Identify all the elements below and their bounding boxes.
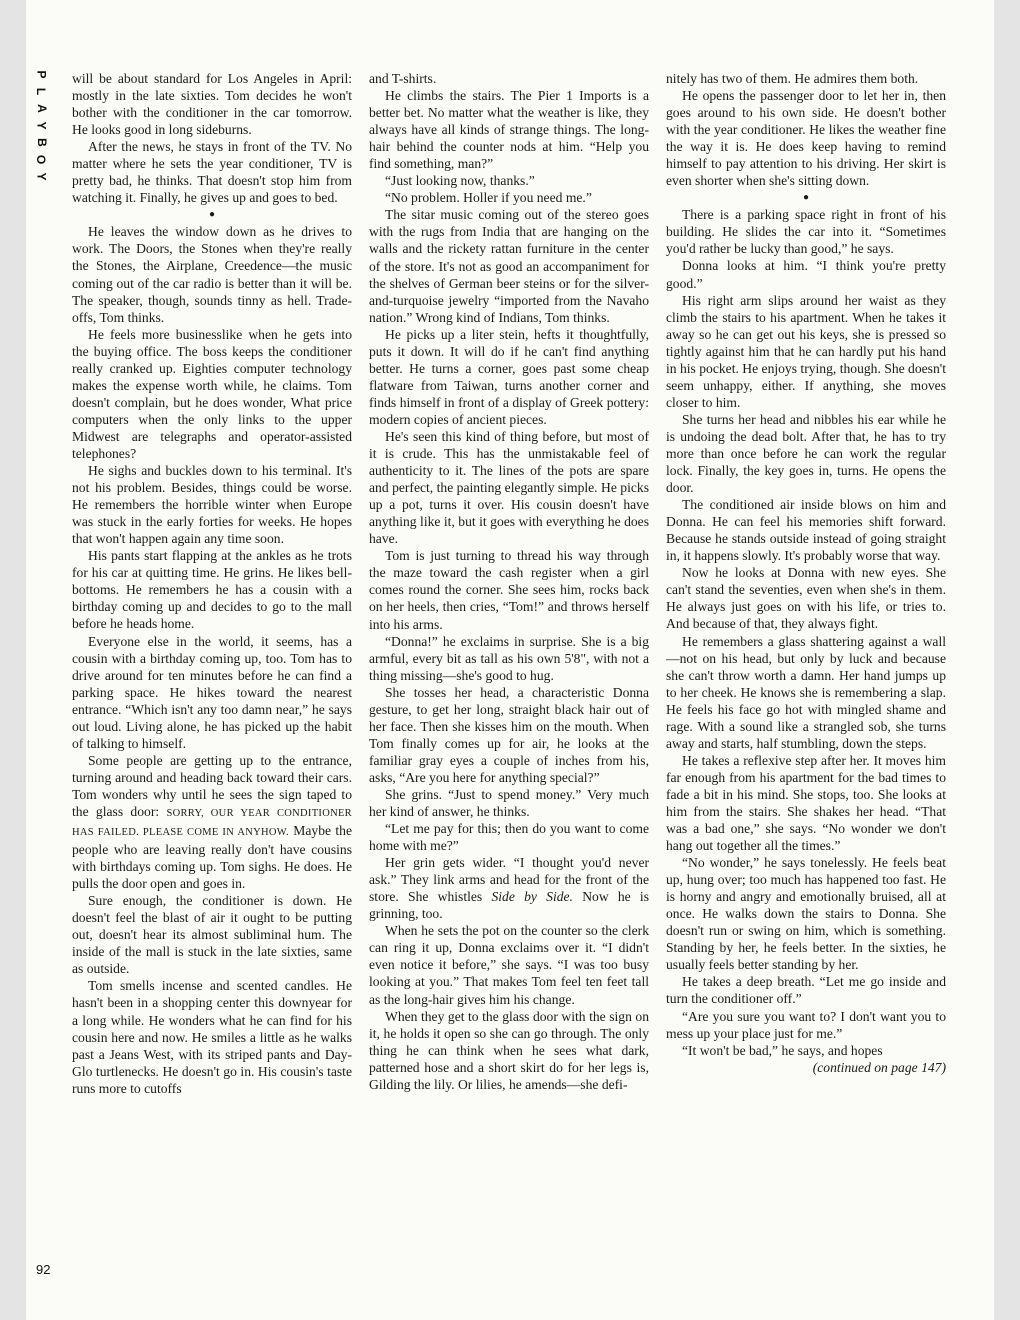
- paragraph: He climbs the stairs. The Pier 1 Imports is a better bet. No matter what the weather is like, they always have all kinds of strange things. The long-hair behind the counter nods at him. “Help you find something, man?”: [369, 88, 649, 172]
- paragraph: Tom is just turning to thread his way through the maze toward the cash register when a girl comes round the corner. She sees him, rocks back on her heels, then cries, “Tom!” and throws herself into his arms.: [369, 548, 649, 632]
- paragraph: Everyone else in the world, it seems, has a cousin with a birthday coming up, too. Tom has to drive around for ten minutes before he can find a parking space. He hikes toward the nearest entrance. “Which isn't any too damn near,” he says out loud. Living alone, he has picked up the habit of talking to himself.: [72, 633, 352, 751]
- masthead-letter: B: [34, 138, 49, 147]
- text-column-1: [72, 70, 352, 1097]
- paragraph: Tom smells incense and scented candles. He hasn't been in a shopping center this downyear for a long while. He wonders what he can find for his cousin here and now. He smiles a little as he walks past a Jeans West, with its striped pants and Day-Glo turtlenecks. He doesn't go in. His cousin's taste runs more to cutoffs: [72, 978, 352, 1096]
- paragraph: He's seen this kind of thing before, but most of it is crude. This has the unmistakable feel of authenticity to it. The lines of the pots are spare and perfect, the painting elegantly simple. He picks up a pot, turns it over. His cousin doesn't have anything like it, but it goes with everything he does have.: [369, 428, 649, 547]
- section-break: ●: [208, 209, 216, 221]
- paragraph: and T-shirts.: [369, 71, 437, 86]
- paragraph: The conditioned air inside blows on him and Donna. He can feel his memories shift forward. Because he stands outside instead of going straight in, it happens slowly. It's probably worse that way.: [666, 497, 946, 564]
- paragraph: The sitar music coming out of the stereo goes with the rugs from India that are hanging on the walls and the rickety rattan furniture in the center of the store. It's not as good an accompaniment for the shelves of German beer steins or for the silver-and-turquoise jewelry “imported from the Navaho nation.” Wrong kind of Indians, Tom thinks.: [369, 207, 649, 325]
- paragraph: nitely has two of them. He admires them both.: [666, 71, 919, 86]
- paragraph: His pants start flapping at the ankles as he trots for his car at quitting time. He grins. He likes bell-bottoms. He remembers he has a cousin with a birthday coming up and decides to go to the mall before he heads home.: [72, 548, 352, 632]
- paragraph: He takes a reflexive step after her. It moves him far enough from his apartment for the bad times to fade a bit in his mind. She stops, too. She looks at him from the stairs. She shakes her head. “That was a bad one,” she says. “No wonder we don't hang out together all the times.”: [666, 752, 946, 854]
- masthead-letter: O: [34, 154, 49, 165]
- paragraph: He feels more businesslike when he gets into the buying office. The boss keeps the conditioner really cranked up. Eighties computer technology makes the expense worth while, he claims. Tom doesn't complain, but he does wonder, What price computers when the only links to the upper Midwest are telegraphs and operator-assisted telephones?: [72, 326, 352, 461]
- magazine-page: [26, 0, 994, 1320]
- paragraph-text: Her grin gets wider. “I thought you'd never ask.” They link arms and head for the front of the store. She whistles: [369, 855, 649, 905]
- paragraph: “Are you sure you want to? I don't want you to mess up your place just for me.”: [666, 1008, 946, 1041]
- paragraph: “Donna!” he exclaims in surprise. She is a big armful, every bit as tall as his own 5'8", with not a thing missing—she's good to hug.: [369, 633, 649, 683]
- paragraph: Sure enough, the conditioner is down. He doesn't feel the blast of air it ought to be putting out, doesn't hear its almost subliminal hum. The inside of the mall is stuck in the late sixties, same as outside.: [72, 893, 352, 977]
- paragraph: “No problem. Holler if you need me.”: [385, 190, 592, 206]
- page-number: 92: [36, 1262, 51, 1277]
- paragraph: She grins. “Just to spend money.” Very much her kind of answer, he thinks.: [369, 786, 649, 820]
- masthead-letter: P: [34, 70, 49, 79]
- paragraph: She turns her head and nibbles his ear while he is undoing the dead bolt. After that, he has to try more than once before he can work the regular lock. Finally, the key goes in, turns. He opens the door.: [666, 411, 946, 496]
- paragraph: will be about standard for Los Angeles in April: mostly in the late sixties. Tom decides he won't bother with the conditioner in the car tomorrow. He looks good in long sideburns.: [72, 71, 352, 138]
- paragraph: When they get to the glass door with the sign on it, he holds it open so she can go through. The only thing he can think when he sees what dark, patterned hose and a short skirt do for her legs is, Gilding the lily. Or lilies, he amends—she defi-: [369, 1008, 649, 1092]
- paragraph: “Let me pay for this; then do you want to come home with me?”: [369, 821, 649, 854]
- paragraph: He picks up a liter stein, hefts it thoughtfully, puts it down. It will do if he can't find anything better. He turns a corner, goes past some cheap flatware from Taiwan, turns another corner and finds himself in front of a display of Greek pottery: modern copies of ancient pieces.: [369, 326, 649, 427]
- paragraph-text: Maybe the people who are leaving really don't have cousins with birthdays coming up. Tom sighs. He does. He pulls the door open and goes in.: [72, 823, 352, 892]
- continued-note: (continued on page 147): [812, 1059, 946, 1075]
- paragraph: [72, 752, 352, 892]
- paragraph: Donna looks at him. “I think you're pretty good.”: [666, 258, 946, 291]
- text-column-3: [666, 70, 946, 1076]
- paragraph-text: Now he is grinning, too.: [369, 889, 649, 922]
- door-sign-text: SORRY, OUR YEAR CONDITIONER HAS FAILED. PLEASE COME IN ANYHOW.: [72, 807, 352, 839]
- song-title: Side by Side.: [491, 889, 573, 905]
- section-break: ●: [802, 192, 810, 204]
- magazine-masthead: [30, 66, 52, 185]
- paragraph: “Just looking now, thanks.”: [385, 173, 535, 189]
- paragraph: He opens the passenger door to let her in, then goes around to his own side. He doesn't bother with the year conditioner. He likes the weather fine the way it is. He does keep having to remind himself to pay attention to his driving. Her skirt is even shorter when she's sitting down.: [666, 88, 946, 189]
- paragraph: He sighs and buckles down to his terminal. It's not his problem. Besides, things could be worse. He remembers the horrible winter when Europe was stuck in the early forties for weeks. He hopes that won't happen again any time soon.: [72, 463, 352, 547]
- paragraph-text: Some people are getting up to the entrance, turning around and heading back toward their cars. Tom wonders why until he sees the sign taped to the glass door:: [72, 752, 352, 819]
- paragraph: He leaves the window down as he drives to work. The Doors, the Stones when they're really the Stones, the Airplane, Creedence—the music coming out of the car radio is better than it will be. The speaker, though, sounds tinny as hell. Trade-offs, Tom thinks.: [72, 224, 352, 325]
- paragraph: She tosses her head, a characteristic Donna gesture, to get her long, straight black hair out of her face. Then she kisses him on the mouth. When Tom finally comes up for air, he looks at the familiar gray eyes a couple of inches from his, asks, “Are you here for anything special?”: [369, 684, 649, 785]
- text-column-2: [369, 70, 649, 1093]
- paragraph: Now he looks at Donna with new eyes. She can't stand the seventies, even when she's in them. He always just goes on with his life, or tries to. And because of that, they always fight.: [666, 565, 946, 632]
- paragraph: He remembers a glass shattering against a wall—not on his head, but only by luck and because she can't throw worth a damn. Her hand jumps up to her cheek. He knows she is remembering a slap. He feels his face go hot with mingled shame and rage. With a sound like a strangled sob, she turns away and starts, half stumbling, down the steps.: [666, 633, 946, 751]
- paragraph: [369, 854, 649, 922]
- paragraph: When he sets the pot on the counter so the clerk can ring it up, Donna exclaims over it. “I didn't even notice it before,” she says. “I was too busy looking at you.” That makes Tom feel ten feet tall as the long-hair gives him his change.: [369, 923, 649, 1007]
- paragraph: He takes a deep breath. “Let me go inside and turn the conditioner off.”: [666, 974, 946, 1007]
- paragraph: “No wonder,” he says tonelessly. He feels beat up, hung over; too much has happened too fast. He is horny and angry and emotionally bruised, all at once. He walks down the stairs to Donna. She doesn't run or swing on him, which is something. Standing by her, he feels better. In the sixties, he usually feels better standing by her.: [666, 855, 946, 973]
- paragraph: “It won't be bad,” he says, and hopes: [682, 1042, 883, 1058]
- paragraph: His right arm slips around her waist as they climb the stairs to his apartment. When he takes it away so he can get out his keys, she is pressed so tightly against him that he can hardly put his hand in his pocket. He enjoys trying, though. She doesn't seem unhappy, either. If anything, she moves closer to him.: [666, 292, 946, 410]
- masthead-letter: A: [34, 104, 49, 113]
- masthead-letter: L: [34, 87, 49, 96]
- masthead-letter: Y: [34, 172, 49, 181]
- masthead-letter: Y: [34, 121, 49, 130]
- paragraph: There is a parking space right in front of his building. He slides the car into it. “Sometimes you'd rather be lucky than good,” he says.: [666, 207, 946, 257]
- paragraph: After the news, he stays in front of the TV. No matter where he sets the year conditioner, TV is pretty bad, he thinks. That doesn't stop him from watching it. Finally, he gives up and goes to bed.: [72, 139, 352, 206]
